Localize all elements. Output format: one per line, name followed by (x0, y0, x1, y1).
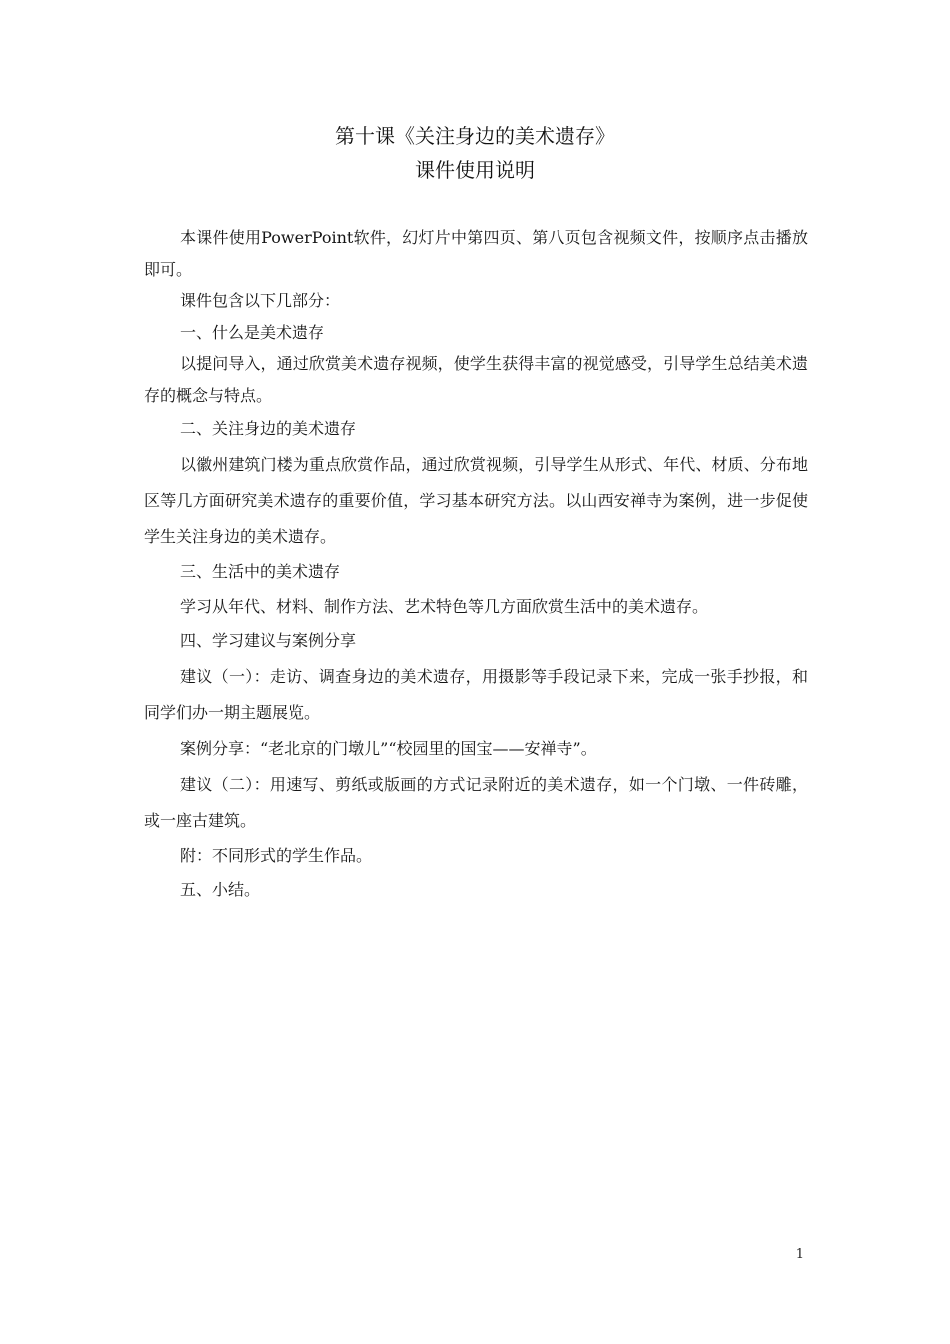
document-subtitle: 课件使用说明 (415, 158, 535, 182)
section-heading-2: 二、关注身边的美术遗存 (180, 419, 357, 438)
paragraph-section-2: 以徽州建筑门楼为重点欣赏作品，通过欣赏视频，引导学生从形式、年代、材质、分布地区等几方面研究美术遗存的重要价值，学习基本研究方法。以山西安禅寺为案例，进一步促使学生关注身边的美术遗存。 (144, 455, 808, 546)
paragraph-suggestion-2: 建议（二）：用速写、剪纸或版画的方式记录附近的美术遗存，如一个门墩、一件砖雕，或一座古建筑。 (144, 774, 808, 830)
document-body (144, 222, 808, 908)
paragraph-section-1: 以提问导入，通过欣赏美术遗存视频，使学生获得丰富的视觉感受，引导学生总结美术遗存的概念与特点。 (144, 354, 808, 405)
section-heading-4: 四、学习建议与案例分享 (180, 631, 357, 650)
section-heading-1: 一、什么是美术遗存 (180, 322, 325, 342)
paragraph-intro: 本课件使用PowerPoint软件，幻灯片中第四页、第八页包含视频文件，按顺序点击播放即可。 (144, 228, 808, 279)
paragraph-section-3: 学习从年代、材料、制作方法、艺术特色等几方面欣赏生活中的美术遗存。 (180, 596, 709, 616)
section-heading-3: 三、生活中的美术遗存 (180, 562, 341, 581)
paragraph-contents-heading: 课件包含以下几部分： (180, 291, 341, 310)
document-title: 第十课《关注身边的美术遗存》 (335, 124, 615, 148)
section-heading-5: 五、小结。 (180, 880, 261, 899)
paragraph-suggestion-1: 建议（一）：走访、调查身边的美术遗存，用摄影等手段记录下来，完成一张手抄报，和同学们办一期主题展览。 (144, 666, 808, 722)
paragraph-appendix: 附：不同形式的学生作品。 (180, 845, 373, 865)
page-number: 1 (795, 1247, 804, 1262)
paragraph-case-share: 案例分享：“老北京的门墩儿”“校园里的国宝——安禅寺”。 (180, 738, 597, 758)
